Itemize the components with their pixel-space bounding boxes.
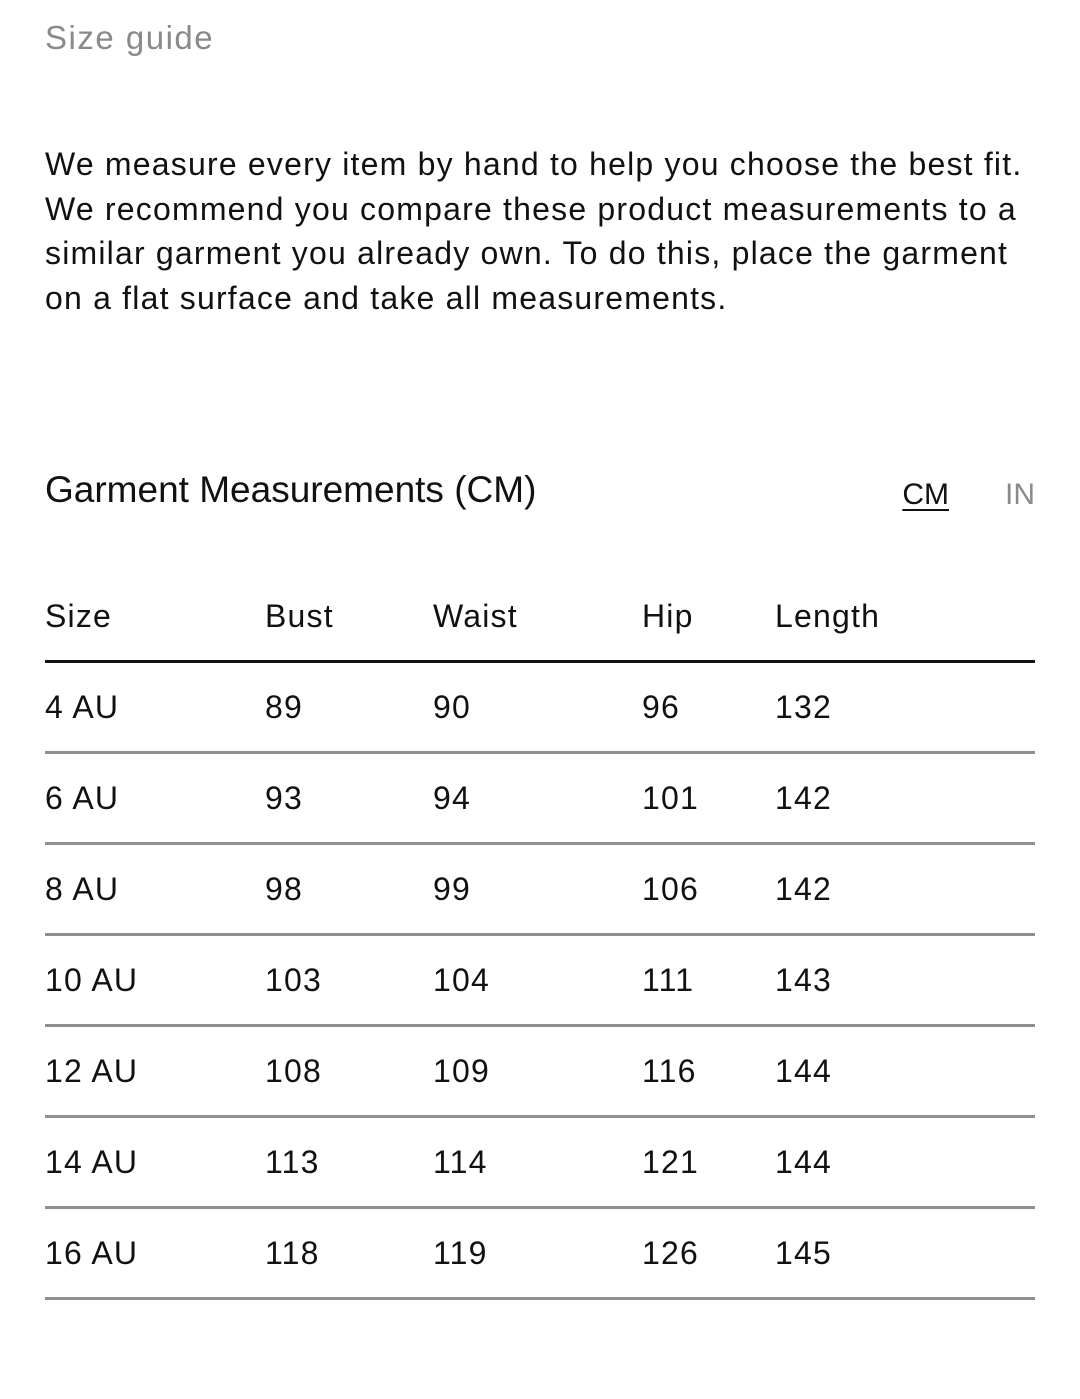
bust-cell: 118 xyxy=(265,1234,320,1271)
waist-cell: 104 xyxy=(433,961,490,998)
hip-cell: 111 xyxy=(642,961,695,998)
size-cell: 16 AU xyxy=(45,1234,139,1271)
page-title: Size guide xyxy=(45,19,215,56)
column-header-waist: Waist xyxy=(433,597,518,634)
table-row xyxy=(45,663,1035,754)
hip-cell: 101 xyxy=(642,779,699,816)
table-row xyxy=(45,936,1035,1027)
column-header-bust: Bust xyxy=(265,597,334,634)
hip-cell: 96 xyxy=(642,688,680,725)
column-header-hip: Hip xyxy=(642,597,694,634)
hip-cell: 121 xyxy=(642,1143,699,1180)
length-cell: 144 xyxy=(775,1143,832,1180)
measurements-title: Garment Measurements (CM) xyxy=(45,469,537,510)
table-header-row xyxy=(45,572,1035,663)
length-cell: 145 xyxy=(775,1234,832,1271)
size-cell: 12 AU xyxy=(45,1052,139,1089)
size-cell: 8 AU xyxy=(45,870,120,907)
hip-cell: 116 xyxy=(642,1052,697,1089)
bust-cell: 113 xyxy=(265,1143,320,1180)
bust-cell: 93 xyxy=(265,779,303,816)
table-row xyxy=(45,1209,1035,1300)
waist-cell: 90 xyxy=(433,688,471,725)
length-cell: 143 xyxy=(775,961,832,998)
table-row xyxy=(45,845,1035,936)
size-cell: 10 AU xyxy=(45,961,139,998)
size-cell: 14 AU xyxy=(45,1143,139,1180)
bust-cell: 108 xyxy=(265,1052,322,1089)
length-cell: 132 xyxy=(775,688,832,725)
bust-cell: 103 xyxy=(265,961,322,998)
bust-cell: 98 xyxy=(265,870,303,907)
length-cell: 142 xyxy=(775,870,832,907)
waist-cell: 109 xyxy=(433,1052,490,1089)
table-row xyxy=(45,1118,1035,1209)
table-row xyxy=(45,1027,1035,1118)
intro-text: We measure every item by hand to help you choose the best fit. We recommend you compare these product measurements to a similar garment you already own. To do this, place the garment on a flat surface and take all measurements. xyxy=(45,146,1023,316)
waist-cell: 94 xyxy=(433,779,471,816)
unit-cm-button[interactable]: CM xyxy=(902,478,949,511)
size-cell: 4 AU xyxy=(45,688,120,725)
waist-cell: 114 xyxy=(433,1143,488,1180)
size-cell: 6 AU xyxy=(45,779,120,816)
hip-cell: 126 xyxy=(642,1234,699,1271)
hip-cell: 106 xyxy=(642,870,699,907)
unit-in-button[interactable]: IN xyxy=(1005,478,1035,511)
length-cell: 144 xyxy=(775,1052,832,1089)
table-row xyxy=(45,754,1035,845)
length-cell: 142 xyxy=(775,779,832,816)
column-header-length: Length xyxy=(775,597,881,634)
unit-toggle xyxy=(902,474,1035,516)
waist-cell: 99 xyxy=(433,870,471,907)
measurements-header xyxy=(45,466,1035,516)
bust-cell: 89 xyxy=(265,688,303,725)
waist-cell: 119 xyxy=(433,1234,488,1271)
column-header-size: Size xyxy=(45,597,113,634)
measurements-table xyxy=(45,572,1035,1300)
